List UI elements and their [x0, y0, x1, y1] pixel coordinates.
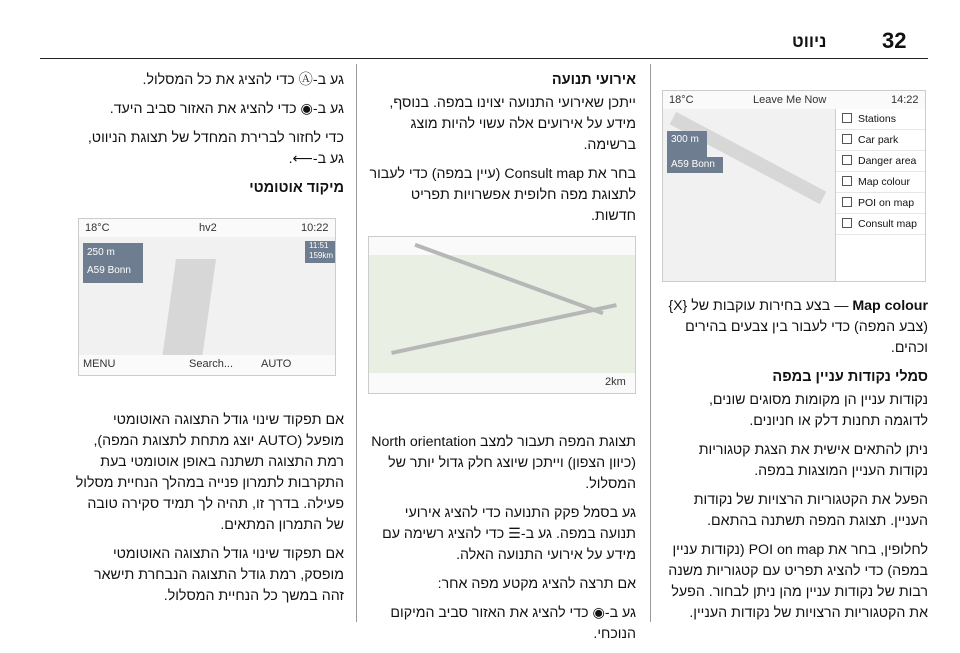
status-bar [79, 219, 335, 237]
paragraph: גע ב-◉ כדי להציג את האזור סביב המיקום הנוכחי. [390, 605, 636, 642]
turn-panel: 250 m A59 Bonn [83, 243, 143, 283]
eta-panel: 11:51 159km [305, 241, 335, 263]
menu-item-danger-area[interactable]: Danger area [836, 151, 926, 172]
map-menu[interactable] [835, 109, 926, 282]
temperature: 18°C [85, 222, 110, 234]
section-heading: מיקוד אוטומטי [249, 180, 344, 196]
road-label: A59 Bonn [667, 157, 723, 173]
paragraph: אם תפקוד שינוי גודל התצוגה האוטומטי מופעל (AUTO יוצג מתחת לתצוגת המפה), רמת התצוגה תשתנה באופן אוטומטי בעת התקרבות לתמרון פנייה במהלך הנחיית מסלול פעילה. בדרך זו, תהיה לך תמיד סקירה טובה של התמרון המתאים. [75, 412, 344, 533]
paragraph: נקודות עניין הן מקומות מסוגים שונים, לדוגמה תחנות דלק או חניונים. [708, 392, 928, 429]
auto-zoom-label: AUTO [261, 358, 292, 370]
poi-icon [842, 197, 852, 207]
paragraph: בחר את Consult map (עיין במפה) כדי לעבור לתצוגת מפה חלופית אפשרויות תפריט חדשות. [369, 166, 636, 224]
paragraph: תצוגת המפה תעבור למצב North orientation (כיוון הצפון) וייתכן שיוצג חלק גדול יותר של המסלול. [371, 434, 636, 492]
menu-button[interactable]: MENU [83, 358, 116, 370]
palette-icon [842, 176, 852, 186]
column-separator [650, 64, 651, 622]
map-bottom-bar[interactable] [79, 355, 335, 375]
temperature: 18°C [669, 94, 694, 106]
map-toolbar[interactable] [369, 237, 635, 255]
section-heading: אירועי תנועה [551, 72, 636, 88]
map-road [162, 259, 216, 359]
menu-item-consult-map[interactable]: Consult map [836, 214, 926, 235]
clock: 14:22 [891, 94, 919, 106]
menu-item-car-park[interactable]: Car park [836, 130, 926, 151]
checkbox-icon [842, 155, 852, 165]
status-bar [663, 91, 925, 109]
menu-item-stations[interactable]: Stations [836, 109, 926, 130]
column-separator [356, 64, 357, 622]
screenshot-auto-zoom [78, 218, 336, 376]
paragraph: ייתכן שאירועי התנועה יצוינו במפה. בנוסף, מידע על אירועים אלה עשוי להיות מוצג ברשימה. [389, 95, 636, 153]
checkbox-icon [842, 134, 852, 144]
menu-item-poi-on-map[interactable]: POI on map [836, 193, 926, 214]
status-hint: hv2 [199, 222, 217, 234]
scale-label: 2km [605, 376, 626, 388]
clock: 10:22 [301, 222, 329, 234]
section-heading: סמלי נקודות עניין במפה [772, 369, 928, 385]
paragraph: Map colour — בצע בחירות עוקבות של {X} (צבע המפה) כדי לעבור בין צבעים בהירים וכהים. [668, 298, 928, 356]
paragraph: הפעל את הקטגוריות הרצויות של נקודות העניין. תצוגת המפה תשתנה בהתאם. [693, 492, 928, 529]
middle-column-bottom [368, 432, 636, 653]
map-bottom-bar[interactable] [369, 373, 635, 393]
left-column-bottom [72, 410, 344, 615]
paragraph: אם תרצה להציג מקטע מפה אחר: [437, 576, 636, 592]
paragraph: ניתן להתאים אישית את הצגת קטגוריות נקודות העניין המוצגות במפה. [698, 442, 928, 479]
screenshot-map-menu [662, 90, 926, 282]
paragraph: כדי לחזור לברירת המחדל של תצוגת הניווט, גע ב-⟵. [87, 130, 344, 167]
middle-column-top [368, 70, 636, 235]
right-column [662, 296, 928, 632]
header-rule [40, 58, 928, 59]
checkbox-icon [842, 113, 852, 123]
left-column-top [72, 70, 344, 201]
leave-now-label: Leave Me Now [753, 94, 827, 106]
paragraph: אם תפקוד שינוי גודל התצוגה האוטומטי מופסק, רמת גודל התצוגה הנבחרת תישאר זהה במשך כל הנחיית המסלול. [93, 546, 344, 604]
menu-item-map-colour[interactable]: Map colour [836, 172, 926, 193]
search-input[interactable]: Search... [189, 358, 234, 370]
map-icon [842, 218, 852, 228]
page-title: ניווט [792, 32, 827, 51]
paragraph: לחלופין, בחר את POI on map (נקודות עניין במפה) כדי להציג תפריט עם קטגוריות משנה רבות של נקודות עניין מהן ניתן לבחור. הפעל את הקטגוריות הרצויות של נקודות העניין. [668, 542, 928, 621]
page-number: 32 [882, 28, 907, 53]
paragraph: גע ב-Ⓐ כדי להציג את כל המסלול. [142, 72, 344, 88]
screenshot-north-map [368, 236, 636, 394]
map-road [391, 303, 617, 355]
turn-panel: 300 m [667, 131, 707, 157]
paragraph: גע בסמל פקק התנועה כדי להציג אירועי תנועה במפה. גע ב-☰ כדי להציג רשימה עם מידע על אירועי התנועה האלה. [382, 505, 636, 563]
paragraph: גע ב-◉ כדי להציג את האזור סביב היעד. [109, 101, 344, 117]
